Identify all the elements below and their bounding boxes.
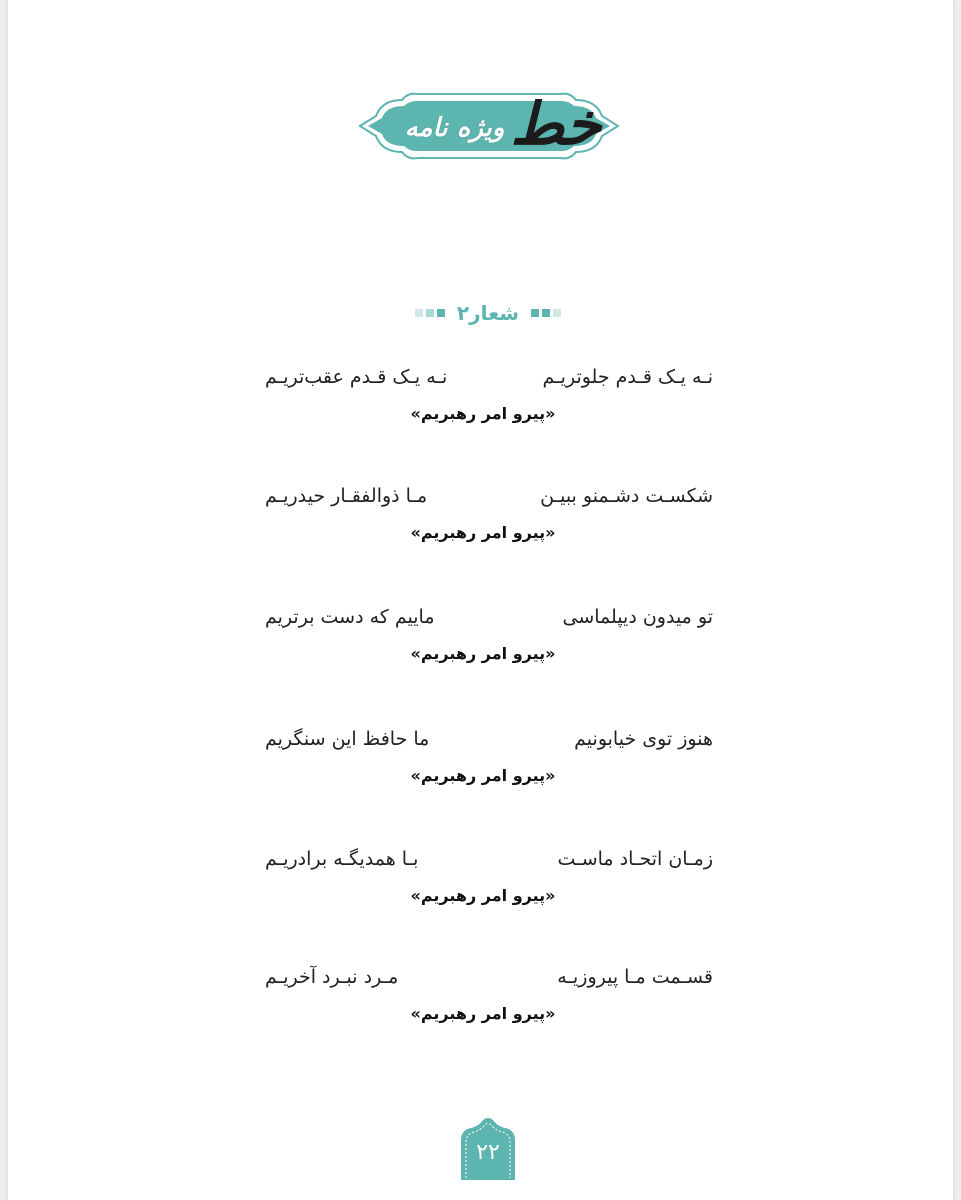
verse-line <box>253 485 713 515</box>
verse-line <box>253 728 713 758</box>
heading-ornament-right-icon <box>531 309 561 317</box>
page-number-badge <box>459 1118 517 1180</box>
document-page <box>8 0 953 1200</box>
section-title: شعار۲ <box>456 301 520 325</box>
hemistich-second: مـا ذوالفقـار حیدریـم <box>265 485 428 507</box>
refrain: «پیرو امر رهبریم» <box>410 766 556 785</box>
hemistich-first: تو میدون دیپلماسی <box>562 606 713 628</box>
stanza-1 <box>253 366 713 446</box>
refrain: «پیرو امر رهبریم» <box>410 886 556 905</box>
stanza-3 <box>253 606 713 686</box>
verse-line <box>253 366 713 396</box>
hemistich-first: هنوز توی خیابونیم <box>574 728 713 750</box>
hemistich-first: زمـان اتحـاد ماسـت <box>557 848 713 870</box>
header-banner <box>358 70 620 170</box>
refrain: «پیرو امر رهبریم» <box>410 644 556 663</box>
hemistich-first: شکسـت دشـمنو ببیـن <box>540 485 713 507</box>
banner-title-main: خط <box>510 90 602 158</box>
refrain: «پیرو امر رهبریم» <box>410 404 556 423</box>
hemistich-second: نـه یـک قـدم عقب‌تریـم <box>265 366 448 388</box>
stanza-2 <box>253 485 713 565</box>
hemistich-second: ماییم که دست برتریم <box>265 606 435 628</box>
verse-line <box>253 606 713 636</box>
stanza-4 <box>253 728 713 808</box>
hemistich-second: مـرد نبـرد آخریـم <box>265 966 399 988</box>
hemistich-second: ما حافظ این سنگریم <box>265 728 430 750</box>
refrain: «پیرو امر رهبریم» <box>410 523 556 542</box>
page-number: ۲۲ <box>476 1140 500 1165</box>
heading-ornament-left-icon <box>415 309 445 317</box>
refrain: «پیرو امر رهبریم» <box>410 1004 556 1023</box>
stanza-6 <box>253 966 713 1046</box>
stanza-5 <box>253 848 713 928</box>
hemistich-first: نـه یـک قـدم جلوتریـم <box>542 366 713 388</box>
hemistich-first: قسـمت مـا پیروزیـه <box>557 966 713 988</box>
verse-line <box>253 848 713 878</box>
section-heading <box>388 295 588 331</box>
banner-title-sub: ویژه نامه <box>404 113 505 143</box>
hemistich-second: بـا همدیگـه برادریـم <box>265 848 419 870</box>
verse-line <box>253 966 713 996</box>
